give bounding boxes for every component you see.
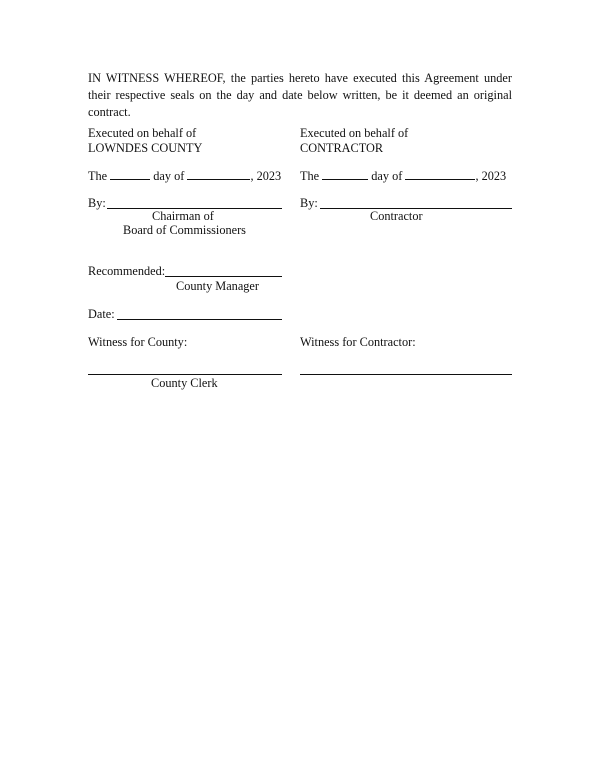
left-signer-title-2: Board of Commissioners (123, 223, 246, 237)
date-line[interactable] (117, 319, 282, 320)
left-date-line (88, 168, 281, 183)
county-manager-title: County Manager (176, 279, 259, 293)
witness-county-label: Witness for County: (88, 335, 188, 349)
left-party-name: LOWNDES COUNTY (88, 141, 203, 155)
month-blank[interactable] (405, 168, 475, 180)
witness-paragraph: IN WITNESS WHEREOF, the parties hereto have executed this Agreement under their respective seals on the day and date below written, be it deemed an original contract. (88, 71, 512, 119)
recommended-signature-line[interactable] (165, 276, 282, 277)
left-signer-title: Chairman of (152, 209, 214, 223)
witness-contractor-line[interactable] (300, 374, 512, 375)
date-label: Date: (88, 307, 115, 321)
left-executed-label: Executed on behalf of (88, 126, 197, 140)
month-blank[interactable] (187, 168, 250, 180)
day-blank[interactable] (110, 168, 150, 180)
witness-contractor-label: Witness for Contractor: (300, 335, 416, 349)
day-blank[interactable] (322, 168, 368, 180)
the-label: The (88, 169, 108, 183)
the-label: The (300, 169, 320, 183)
right-date-line (300, 168, 506, 183)
year-label: , 2023 (250, 169, 282, 183)
day-of-label: day of (371, 169, 403, 183)
right-party-name: CONTRACTOR (300, 141, 384, 155)
right-signer-title: Contractor (370, 209, 423, 223)
recommended-label: Recommended: (88, 264, 166, 278)
year-label: , 2023 (475, 169, 507, 183)
witness-county-line[interactable] (88, 374, 282, 375)
right-by-label: By: (300, 196, 318, 210)
left-by-label: By: (88, 196, 106, 210)
county-clerk-title: County Clerk (151, 376, 218, 390)
day-of-label: day of (153, 169, 185, 183)
right-executed-label: Executed on behalf of (300, 126, 409, 140)
